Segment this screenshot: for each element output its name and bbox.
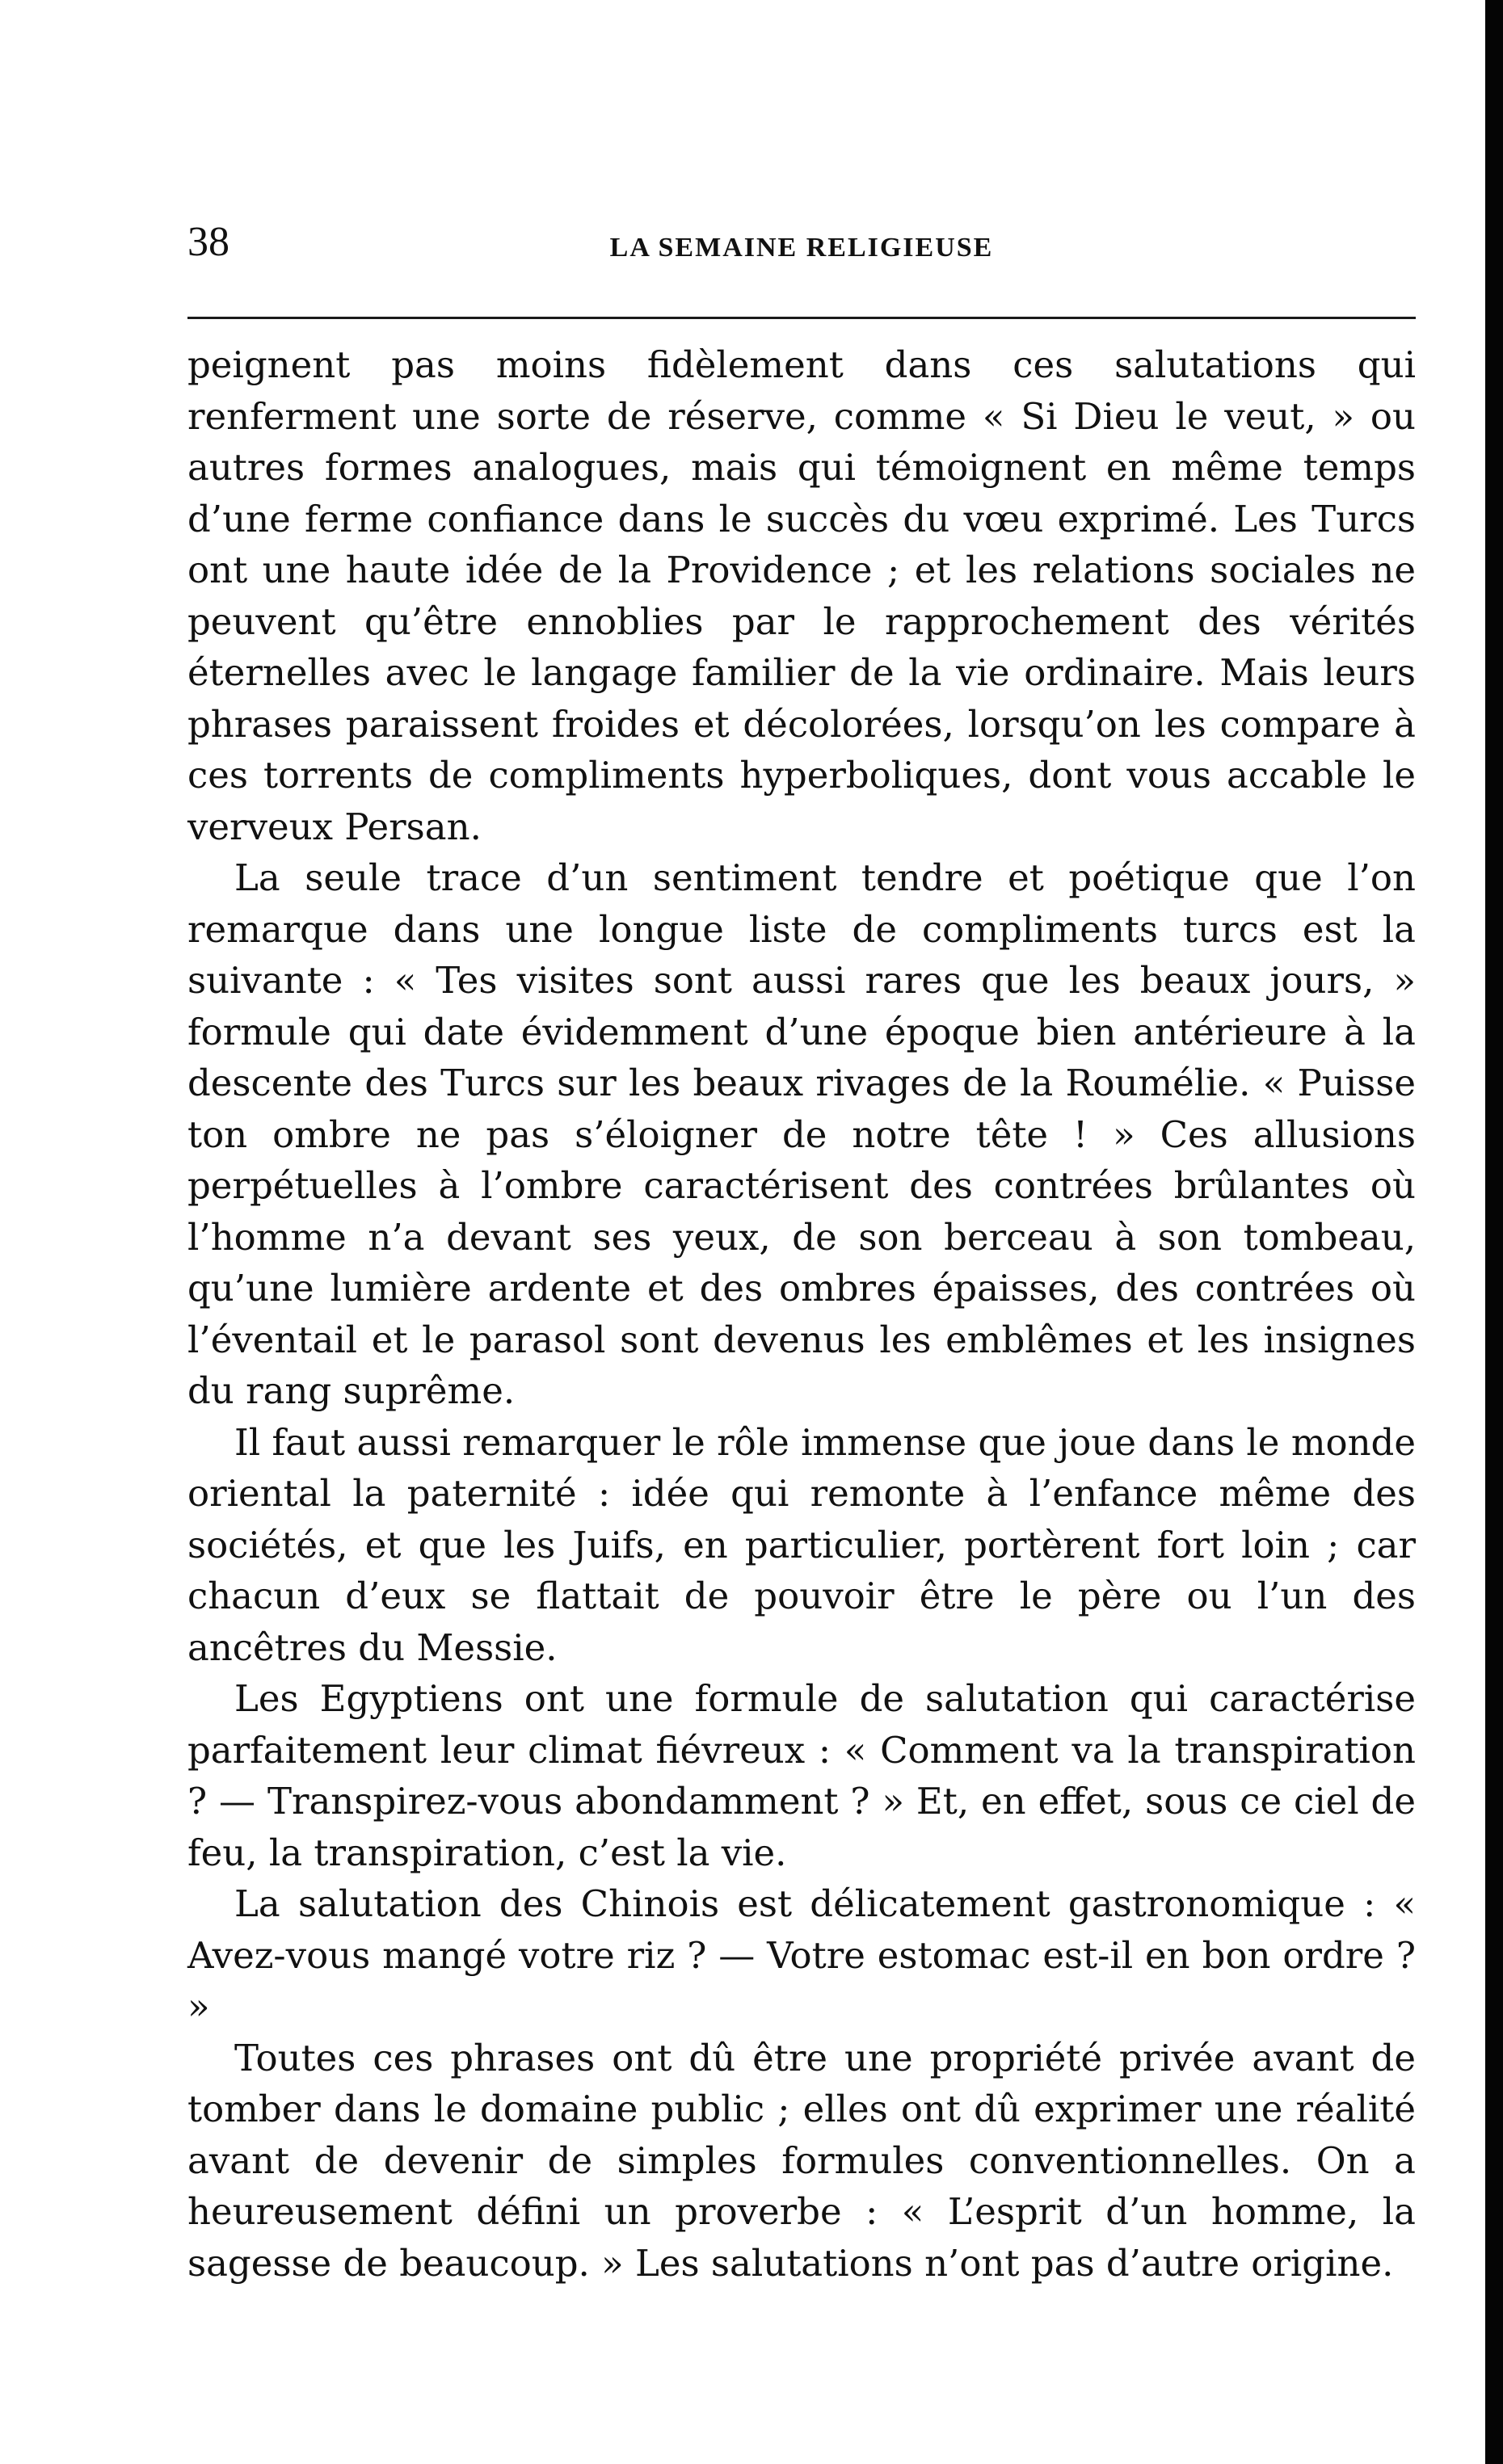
paragraph: Il faut aussi remarquer le rôle immense que joue dans le monde oriental la paternité : idée qui remonte à l’enfance même des sociétés, et que les Juifs, en particulier, portèrent fort loin ; car chacun d’eux se flattait de pouvoir être le père ou l’un des ancêtres du Messie. [187,1420,1416,1669]
header-rule [187,317,1416,319]
running-title: LA SEMAINE RELIGIEUSE [609,233,994,263]
paragraph: peignent pas moins fidèlement dans ces salutations qui renferment une sorte de réserve, comme « Si Dieu le veut, » ou autres formes analogues, mais qui témoignent en même temps d’une ferme confiance dans le succès du vœu exprimé. Les Turcs ont une haute idée de la Providence ; et les relations sociales ne peuvent qu’être ennoblies par le rapprochement des vérités éternelles avec le langage familier de la vie ordinaire. Mais leurs phrases paraissent froides et décolorées, lorsqu’on les compare à ces torrents de compliments hyperboliques, dont vous accable le verveux Persan. [187,343,1416,848]
paragraph: La salutation des Chinois est délicatement gastronomique : « Avez-vous mangé votre riz ? — Votre estomac est-il en bon ordre ? » [187,1882,1416,2028]
paragraph: Toutes ces phrases ont dû être une propriété privée avant de tomber dans le domaine public ; elles ont dû exprimer une réalité avant de devenir de simples formules conventionnelles. On a heureusement défini un proverbe : « L’esprit d’un homme, la sagesse de beaucoup. » Les salutations n’ont pas d’autre origine. [187,2036,1416,2285]
page-header [187,218,1416,283]
scan-edge [1485,0,1503,2464]
body-text [187,339,1416,2289]
page-number: 38 [187,219,229,265]
paragraph: Les Egyptiens ont une formule de salutation qui caractérise parfaitement leur climat fiévreux : « Comment va la transpiration ? — Transpirez-vous abondamment ? » Et, en effet, sous ce ciel de feu, la transpiration, c’est la vie. [187,1677,1416,1874]
paragraph: La seule trace d’un sentiment tendre et poétique que l’on remarque dans une longue liste de compliments turcs est la suivante : « Tes visites sont aussi rares que les beaux jours, » formule qui date évidemment d’une époque bien antérieure à la descente des Turcs sur les beaux rivages de la Roumélie. « Puisse ton ombre ne pas s’éloigner de notre tête ! » Ces allusions perpétuelles à l’ombre caractérisent des contrées brûlantes où l’homme n’a devant ses yeux, de son berceau à son tombeau, qu’une lumière ardente et des ombres épaisses, des contrées où l’éventail et le parasol sont devenus les emblêmes et les insignes du rang suprême. [187,856,1416,1412]
